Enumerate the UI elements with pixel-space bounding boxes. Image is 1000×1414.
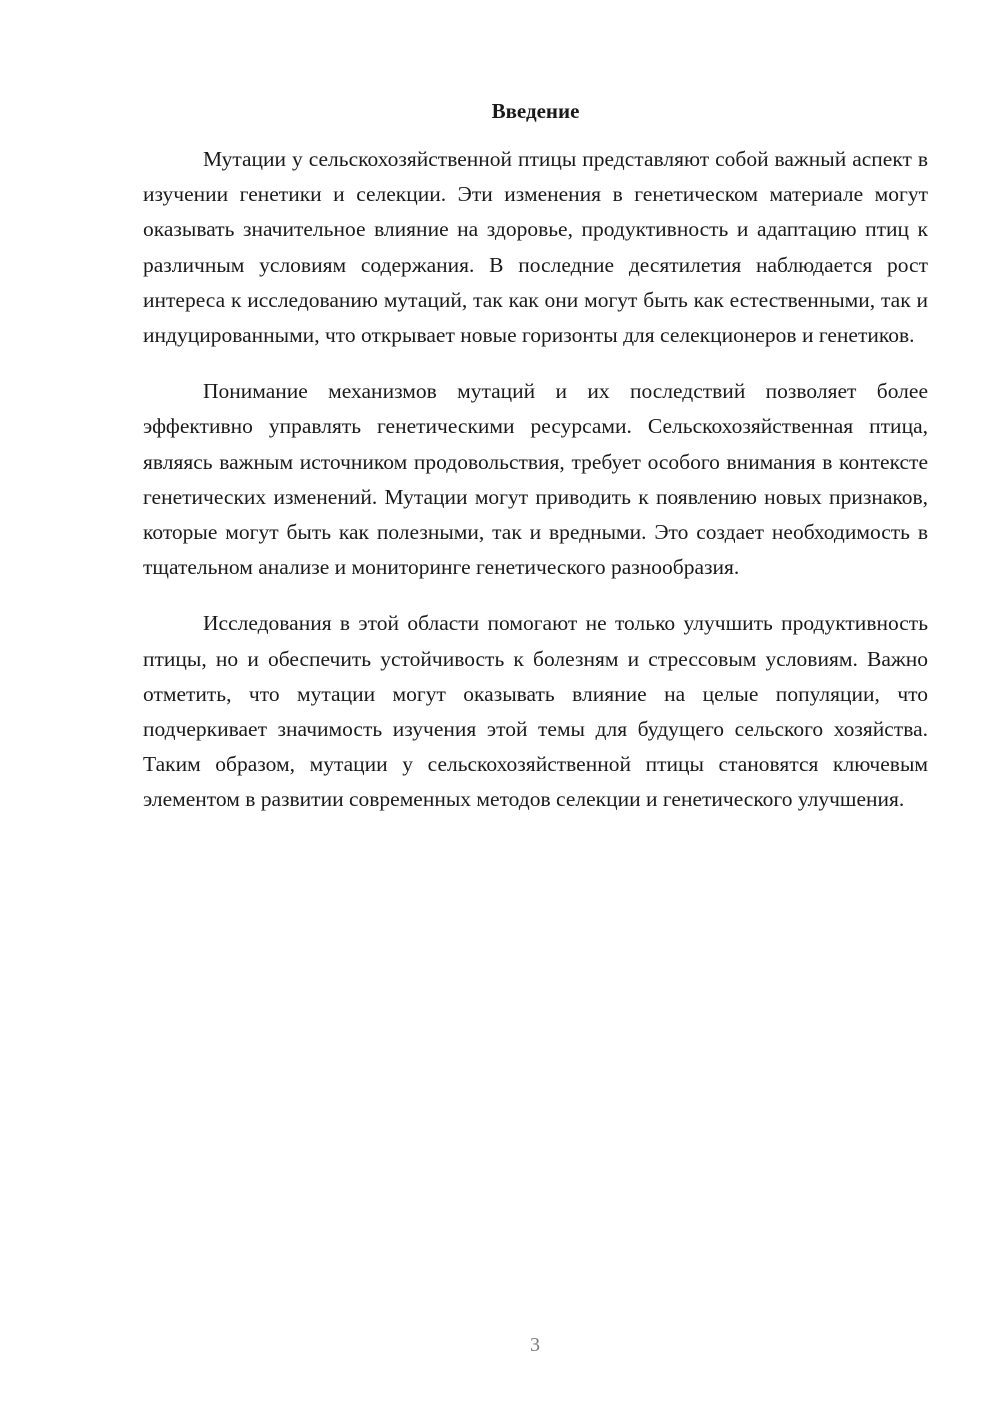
paragraph-2: Понимание механизмов мутаций и их последствий позволяет более эффективно управлять генетическими ресурсами. Сельскохозяйственная птица, являясь важным источником продовольствия, требует особого внимания в контексте генетических изменений. Мутации могут приводить к появлению новых признаков, которые могут быть как полезными, так и вредными. Это создает необходимость в тщательном анализе и мониторинге генетического разнообразия. (143, 379, 928, 580)
paragraph-3: Исследования в этой области помогают не только улучшить продуктивность птицы, но и обеспечить устойчивость к болезням и стрессовым условиям. Важно отметить, что мутации могут оказывать влияние на целые популяции, что подчеркивает значимость изучения этой темы для будущего сельского хозяйства. Таким образом, мутации у сельскохозяйственной птицы становятся ключевым элементом в развитии современных методов селекции и генетического улучшения. (143, 611, 928, 812)
page-number: 3 (530, 1334, 540, 1356)
section-title: Введение (491, 99, 580, 123)
page-content (143, 94, 928, 839)
paragraph-1: Мутации у сельскохозяйственной птицы представляют собой важный аспект в изучении генетики и селекции. Эти изменения в генетическом материале могут оказывать значительное влияние на здоровье, продуктивность и адаптацию птиц к различным условиям содержания. В последние десятилетия наблюдается рост интереса к исследованию мутаций, так как они могут быть как естественными, так и индуцированными, что открывает новые горизонты для селекционеров и генетиков. (143, 147, 928, 348)
